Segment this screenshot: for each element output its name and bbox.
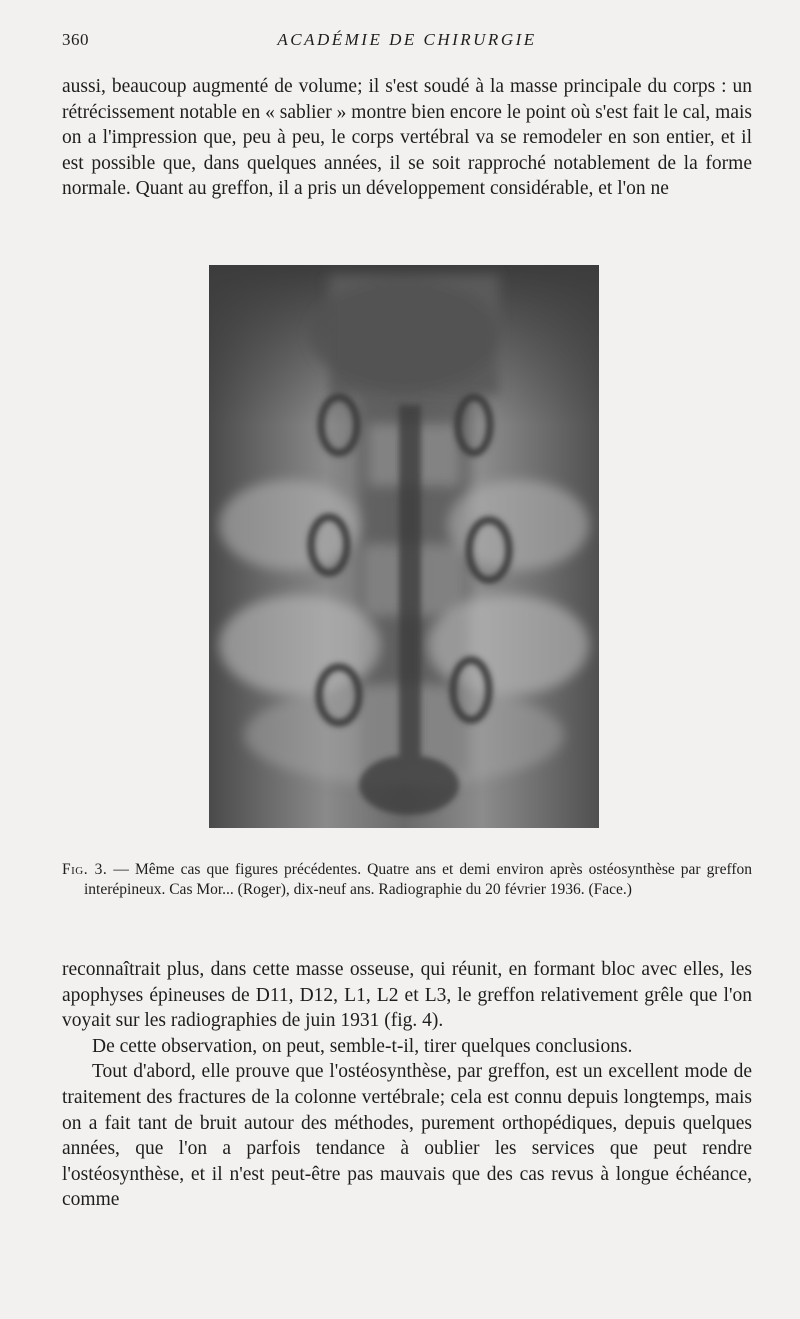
paragraph: De cette observation, on peut, semble-t-il, tirer quelques conclusions. (92, 1035, 633, 1057)
xray-figure (209, 265, 599, 828)
figure-label: Fig. 3. (62, 861, 108, 878)
figure-caption-text: — Même cas que figures précédentes. Quatre ans et demi environ après ostéosynthèse par greffon interépineux. Cas Mor... (Roger), dix-neuf ans. Radiographie du 20 février 1936. (Face.) (84, 861, 752, 898)
page-header (62, 30, 752, 56)
paragraph: reconnaîtrait plus, dans cette masse osseuse, qui réunit, en formant bloc avec elles, les apophyses épineuses de D11, D12, L1, L2 et L3, le greffon relativement grêle que l'on voyait sur les radiographies de juin 1931 (fig. 4). (62, 959, 752, 1032)
body-text-bottom (62, 957, 752, 1213)
page-number: 360 (62, 30, 89, 49)
body-text-top (62, 74, 752, 202)
paragraph: aussi, beaucoup augmenté de volume; il s'est soudé à la masse principale du corps : un rétrécissement notable en « sablier » montre bien encore le point où s'est fait le cal, mais on a l'impression que, peu à peu, le corps vertébral va se remodeler en son entier, et il est possible que, dans quelques années, il se soit rapproché notablement de la forme normale. Quant au greffon, il a pris un développement considérable, et l'on ne (62, 76, 752, 200)
running-head: ACADÉMIE DE CHIRURGIE (277, 30, 537, 49)
xray-image (209, 265, 599, 828)
figure-caption (62, 860, 752, 900)
paragraph: Tout d'abord, elle prouve que l'ostéosynthèse, par greffon, est un excellent mode de traitement des fractures de la colonne vertébrale; cela est connu depuis longtemps, mais on a fait tant de bruit autour des méthodes, purement orthopédiques, depuis quelques années, que l'on a parfois tendance à oublier les services que peut rendre l'ostéosynthèse, et il n'est peut-être pas mauvais que des cas revus à longue échéance, comme (62, 1061, 752, 1211)
